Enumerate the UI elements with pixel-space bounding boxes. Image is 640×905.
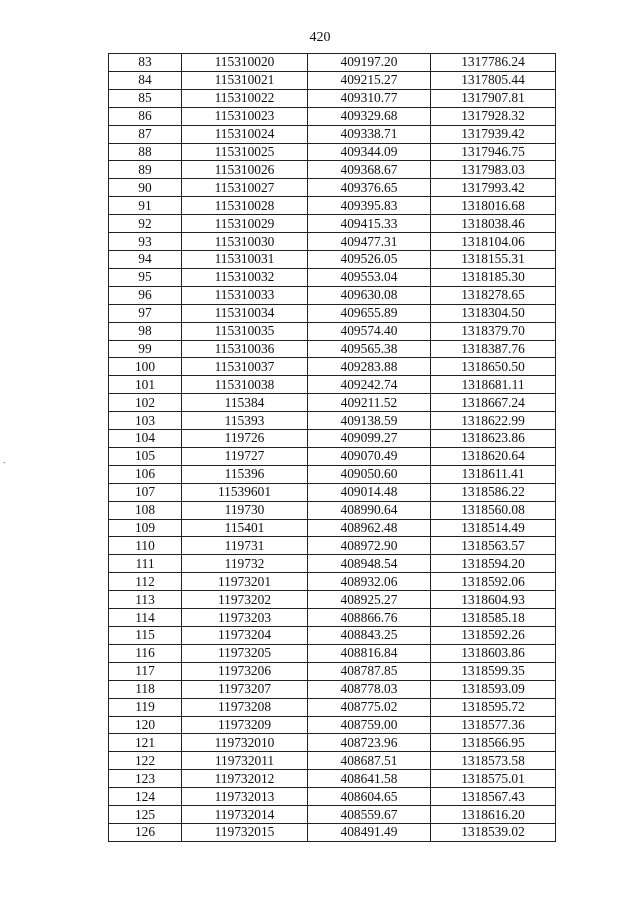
table-row [109, 286, 556, 304]
x-coordinate-cell: 409099.27 [308, 430, 431, 448]
table-row [109, 376, 556, 394]
y-coordinate-cell: 1317907.81 [431, 89, 556, 107]
table-row [109, 161, 556, 179]
point-id-cell: 115310031 [182, 250, 308, 268]
point-id-cell: 115310020 [182, 54, 308, 72]
point-id-cell: 115310038 [182, 376, 308, 394]
point-id-cell: 119732 [182, 555, 308, 573]
row-number-cell: 109 [109, 519, 182, 537]
row-number-cell: 122 [109, 752, 182, 770]
point-id-cell: 115310023 [182, 107, 308, 125]
x-coordinate-cell: 409138.59 [308, 412, 431, 430]
y-coordinate-cell: 1317983.03 [431, 161, 556, 179]
point-id-cell: 119731 [182, 537, 308, 555]
x-coordinate-cell: 408687.51 [308, 752, 431, 770]
point-id-cell: 115396 [182, 465, 308, 483]
row-number-cell: 107 [109, 483, 182, 501]
y-coordinate-cell: 1318185.30 [431, 268, 556, 286]
row-number-cell: 106 [109, 465, 182, 483]
x-coordinate-cell: 409070.49 [308, 447, 431, 465]
row-number-cell: 89 [109, 161, 182, 179]
point-id-cell: 115310030 [182, 233, 308, 251]
row-number-cell: 116 [109, 644, 182, 662]
table-row [109, 465, 556, 483]
table-row [109, 680, 556, 698]
table-row [109, 71, 556, 89]
point-id-cell: 119732013 [182, 788, 308, 806]
point-id-cell: 119732012 [182, 770, 308, 788]
point-id-cell: 119732015 [182, 823, 308, 841]
row-number-cell: 90 [109, 179, 182, 197]
point-id-cell: 11973206 [182, 662, 308, 680]
x-coordinate-cell: 409368.67 [308, 161, 431, 179]
y-coordinate-cell: 1318604.93 [431, 591, 556, 609]
page-number: 420 [309, 30, 331, 45]
x-coordinate-cell: 409050.60 [308, 465, 431, 483]
table-row [109, 537, 556, 555]
table-row [109, 179, 556, 197]
point-id-cell: 115310032 [182, 268, 308, 286]
table-row [109, 519, 556, 537]
x-coordinate-cell: 409526.05 [308, 250, 431, 268]
table-row [109, 734, 556, 752]
x-coordinate-cell: 409211.52 [308, 394, 431, 412]
point-id-cell: 115310026 [182, 161, 308, 179]
x-coordinate-cell: 408775.02 [308, 698, 431, 716]
row-number-cell: 97 [109, 304, 182, 322]
x-coordinate-cell: 408723.96 [308, 734, 431, 752]
row-number-cell: 121 [109, 734, 182, 752]
row-number-cell: 95 [109, 268, 182, 286]
margin-mark: - [3, 458, 6, 467]
point-id-cell: 11973201 [182, 573, 308, 591]
table-row [109, 268, 556, 286]
x-coordinate-cell: 409415.33 [308, 215, 431, 233]
point-id-cell: 115310021 [182, 71, 308, 89]
x-coordinate-cell: 409242.74 [308, 376, 431, 394]
table-row [109, 698, 556, 716]
row-number-cell: 110 [109, 537, 182, 555]
row-number-cell: 96 [109, 286, 182, 304]
coordinates-table [108, 53, 556, 842]
x-coordinate-cell: 409344.09 [308, 143, 431, 161]
point-id-cell: 11973208 [182, 698, 308, 716]
x-coordinate-cell: 408925.27 [308, 591, 431, 609]
x-coordinate-cell: 409655.89 [308, 304, 431, 322]
row-number-cell: 98 [109, 322, 182, 340]
row-number-cell: 100 [109, 358, 182, 376]
table-row [109, 627, 556, 645]
y-coordinate-cell: 1318577.36 [431, 716, 556, 734]
x-coordinate-cell: 409283.88 [308, 358, 431, 376]
point-id-cell: 115310022 [182, 89, 308, 107]
table-row [109, 716, 556, 734]
table-row [109, 250, 556, 268]
point-id-cell: 119732014 [182, 806, 308, 824]
x-coordinate-cell: 408641.58 [308, 770, 431, 788]
row-number-cell: 86 [109, 107, 182, 125]
point-id-cell: 11973203 [182, 609, 308, 627]
table-row [109, 823, 556, 841]
x-coordinate-cell: 409395.83 [308, 197, 431, 215]
y-coordinate-cell: 1317928.32 [431, 107, 556, 125]
x-coordinate-cell: 408948.54 [308, 555, 431, 573]
point-id-cell: 115310027 [182, 179, 308, 197]
table-row [109, 555, 556, 573]
row-number-cell: 125 [109, 806, 182, 824]
table-row [109, 573, 556, 591]
row-number-cell: 103 [109, 412, 182, 430]
row-number-cell: 112 [109, 573, 182, 591]
x-coordinate-cell: 408559.67 [308, 806, 431, 824]
table-row [109, 447, 556, 465]
row-number-cell: 108 [109, 501, 182, 519]
point-id-cell: 11539601 [182, 483, 308, 501]
point-id-cell: 115310034 [182, 304, 308, 322]
table-row [109, 752, 556, 770]
point-id-cell: 115401 [182, 519, 308, 537]
table-row [109, 483, 556, 501]
y-coordinate-cell: 1318514.49 [431, 519, 556, 537]
y-coordinate-cell: 1318603.86 [431, 644, 556, 662]
x-coordinate-cell: 409197.20 [308, 54, 431, 72]
row-number-cell: 126 [109, 823, 182, 841]
table-row [109, 197, 556, 215]
x-coordinate-cell: 409630.08 [308, 286, 431, 304]
table-row [109, 304, 556, 322]
point-id-cell: 115310035 [182, 322, 308, 340]
y-coordinate-cell: 1318586.22 [431, 483, 556, 501]
row-number-cell: 104 [109, 430, 182, 448]
table-row [109, 107, 556, 125]
y-coordinate-cell: 1318379.70 [431, 322, 556, 340]
y-coordinate-cell: 1317946.75 [431, 143, 556, 161]
x-coordinate-cell: 409477.31 [308, 233, 431, 251]
point-id-cell: 119732010 [182, 734, 308, 752]
row-number-cell: 94 [109, 250, 182, 268]
table-row [109, 89, 556, 107]
y-coordinate-cell: 1318038.46 [431, 215, 556, 233]
y-coordinate-cell: 1318585.18 [431, 609, 556, 627]
y-coordinate-cell: 1317805.44 [431, 71, 556, 89]
row-number-cell: 92 [109, 215, 182, 233]
point-id-cell: 115393 [182, 412, 308, 430]
row-number-cell: 99 [109, 340, 182, 358]
y-coordinate-cell: 1318593.09 [431, 680, 556, 698]
x-coordinate-cell: 408990.64 [308, 501, 431, 519]
point-id-cell: 115310036 [182, 340, 308, 358]
row-number-cell: 114 [109, 609, 182, 627]
point-id-cell: 115310024 [182, 125, 308, 143]
table-row [109, 806, 556, 824]
point-id-cell: 115384 [182, 394, 308, 412]
point-id-cell: 115310037 [182, 358, 308, 376]
y-coordinate-cell: 1318304.50 [431, 304, 556, 322]
y-coordinate-cell: 1318667.24 [431, 394, 556, 412]
x-coordinate-cell: 409310.77 [308, 89, 431, 107]
row-number-cell: 84 [109, 71, 182, 89]
x-coordinate-cell: 408604.65 [308, 788, 431, 806]
table-row [109, 591, 556, 609]
y-coordinate-cell: 1318539.02 [431, 823, 556, 841]
y-coordinate-cell: 1318560.08 [431, 501, 556, 519]
x-coordinate-cell: 409376.65 [308, 179, 431, 197]
row-number-cell: 111 [109, 555, 182, 573]
x-coordinate-cell: 408962.48 [308, 519, 431, 537]
row-number-cell: 123 [109, 770, 182, 788]
y-coordinate-cell: 1318611.41 [431, 465, 556, 483]
x-coordinate-cell: 409215.27 [308, 71, 431, 89]
table-row [109, 125, 556, 143]
y-coordinate-cell: 1318592.06 [431, 573, 556, 591]
table-row [109, 322, 556, 340]
y-coordinate-cell: 1317993.42 [431, 179, 556, 197]
x-coordinate-cell: 408787.85 [308, 662, 431, 680]
x-coordinate-cell: 409553.04 [308, 268, 431, 286]
y-coordinate-cell: 1318595.72 [431, 698, 556, 716]
table-row [109, 609, 556, 627]
y-coordinate-cell: 1318620.64 [431, 447, 556, 465]
table-row [109, 143, 556, 161]
y-coordinate-cell: 1318592.26 [431, 627, 556, 645]
table-row [109, 662, 556, 680]
x-coordinate-cell: 409338.71 [308, 125, 431, 143]
y-coordinate-cell: 1318016.68 [431, 197, 556, 215]
table-row [109, 501, 556, 519]
x-coordinate-cell: 408843.25 [308, 627, 431, 645]
x-coordinate-cell: 408866.76 [308, 609, 431, 627]
point-id-cell: 115310033 [182, 286, 308, 304]
row-number-cell: 113 [109, 591, 182, 609]
y-coordinate-cell: 1318623.86 [431, 430, 556, 448]
point-id-cell: 119727 [182, 447, 308, 465]
y-coordinate-cell: 1318567.43 [431, 788, 556, 806]
y-coordinate-cell: 1318681.11 [431, 376, 556, 394]
x-coordinate-cell: 408759.00 [308, 716, 431, 734]
y-coordinate-cell: 1318573.58 [431, 752, 556, 770]
row-number-cell: 101 [109, 376, 182, 394]
point-id-cell: 119726 [182, 430, 308, 448]
row-number-cell: 115 [109, 627, 182, 645]
x-coordinate-cell: 408972.90 [308, 537, 431, 555]
row-number-cell: 88 [109, 143, 182, 161]
x-coordinate-cell: 408491.49 [308, 823, 431, 841]
y-coordinate-cell: 1318563.57 [431, 537, 556, 555]
y-coordinate-cell: 1318104.06 [431, 233, 556, 251]
row-number-cell: 105 [109, 447, 182, 465]
x-coordinate-cell: 408778.03 [308, 680, 431, 698]
row-number-cell: 118 [109, 680, 182, 698]
row-number-cell: 91 [109, 197, 182, 215]
table-row [109, 215, 556, 233]
x-coordinate-cell: 408816.84 [308, 644, 431, 662]
table-row [109, 412, 556, 430]
table-row [109, 644, 556, 662]
row-number-cell: 83 [109, 54, 182, 72]
x-coordinate-cell: 409565.38 [308, 340, 431, 358]
table-row [109, 788, 556, 806]
point-id-cell: 119732011 [182, 752, 308, 770]
y-coordinate-cell: 1318616.20 [431, 806, 556, 824]
table-row [109, 358, 556, 376]
y-coordinate-cell: 1318594.20 [431, 555, 556, 573]
table-row [109, 54, 556, 72]
row-number-cell: 93 [109, 233, 182, 251]
row-number-cell: 87 [109, 125, 182, 143]
table-row [109, 233, 556, 251]
point-id-cell: 11973205 [182, 644, 308, 662]
y-coordinate-cell: 1317939.42 [431, 125, 556, 143]
y-coordinate-cell: 1318387.76 [431, 340, 556, 358]
point-id-cell: 11973209 [182, 716, 308, 734]
y-coordinate-cell: 1317786.24 [431, 54, 556, 72]
y-coordinate-cell: 1318566.95 [431, 734, 556, 752]
table-row [109, 770, 556, 788]
point-id-cell: 11973207 [182, 680, 308, 698]
table-row [109, 340, 556, 358]
point-id-cell: 11973202 [182, 591, 308, 609]
row-number-cell: 124 [109, 788, 182, 806]
x-coordinate-cell: 409329.68 [308, 107, 431, 125]
y-coordinate-cell: 1318278.65 [431, 286, 556, 304]
point-id-cell: 11973204 [182, 627, 308, 645]
x-coordinate-cell: 408932.06 [308, 573, 431, 591]
y-coordinate-cell: 1318575.01 [431, 770, 556, 788]
point-id-cell: 119730 [182, 501, 308, 519]
y-coordinate-cell: 1318622.99 [431, 412, 556, 430]
point-id-cell: 115310025 [182, 143, 308, 161]
y-coordinate-cell: 1318155.31 [431, 250, 556, 268]
row-number-cell: 117 [109, 662, 182, 680]
table-row [109, 394, 556, 412]
point-id-cell: 115310028 [182, 197, 308, 215]
y-coordinate-cell: 1318599.35 [431, 662, 556, 680]
coordinates-table-body [109, 54, 556, 842]
row-number-cell: 102 [109, 394, 182, 412]
x-coordinate-cell: 409014.48 [308, 483, 431, 501]
y-coordinate-cell: 1318650.50 [431, 358, 556, 376]
point-id-cell: 115310029 [182, 215, 308, 233]
table-row [109, 430, 556, 448]
x-coordinate-cell: 409574.40 [308, 322, 431, 340]
row-number-cell: 85 [109, 89, 182, 107]
row-number-cell: 119 [109, 698, 182, 716]
row-number-cell: 120 [109, 716, 182, 734]
